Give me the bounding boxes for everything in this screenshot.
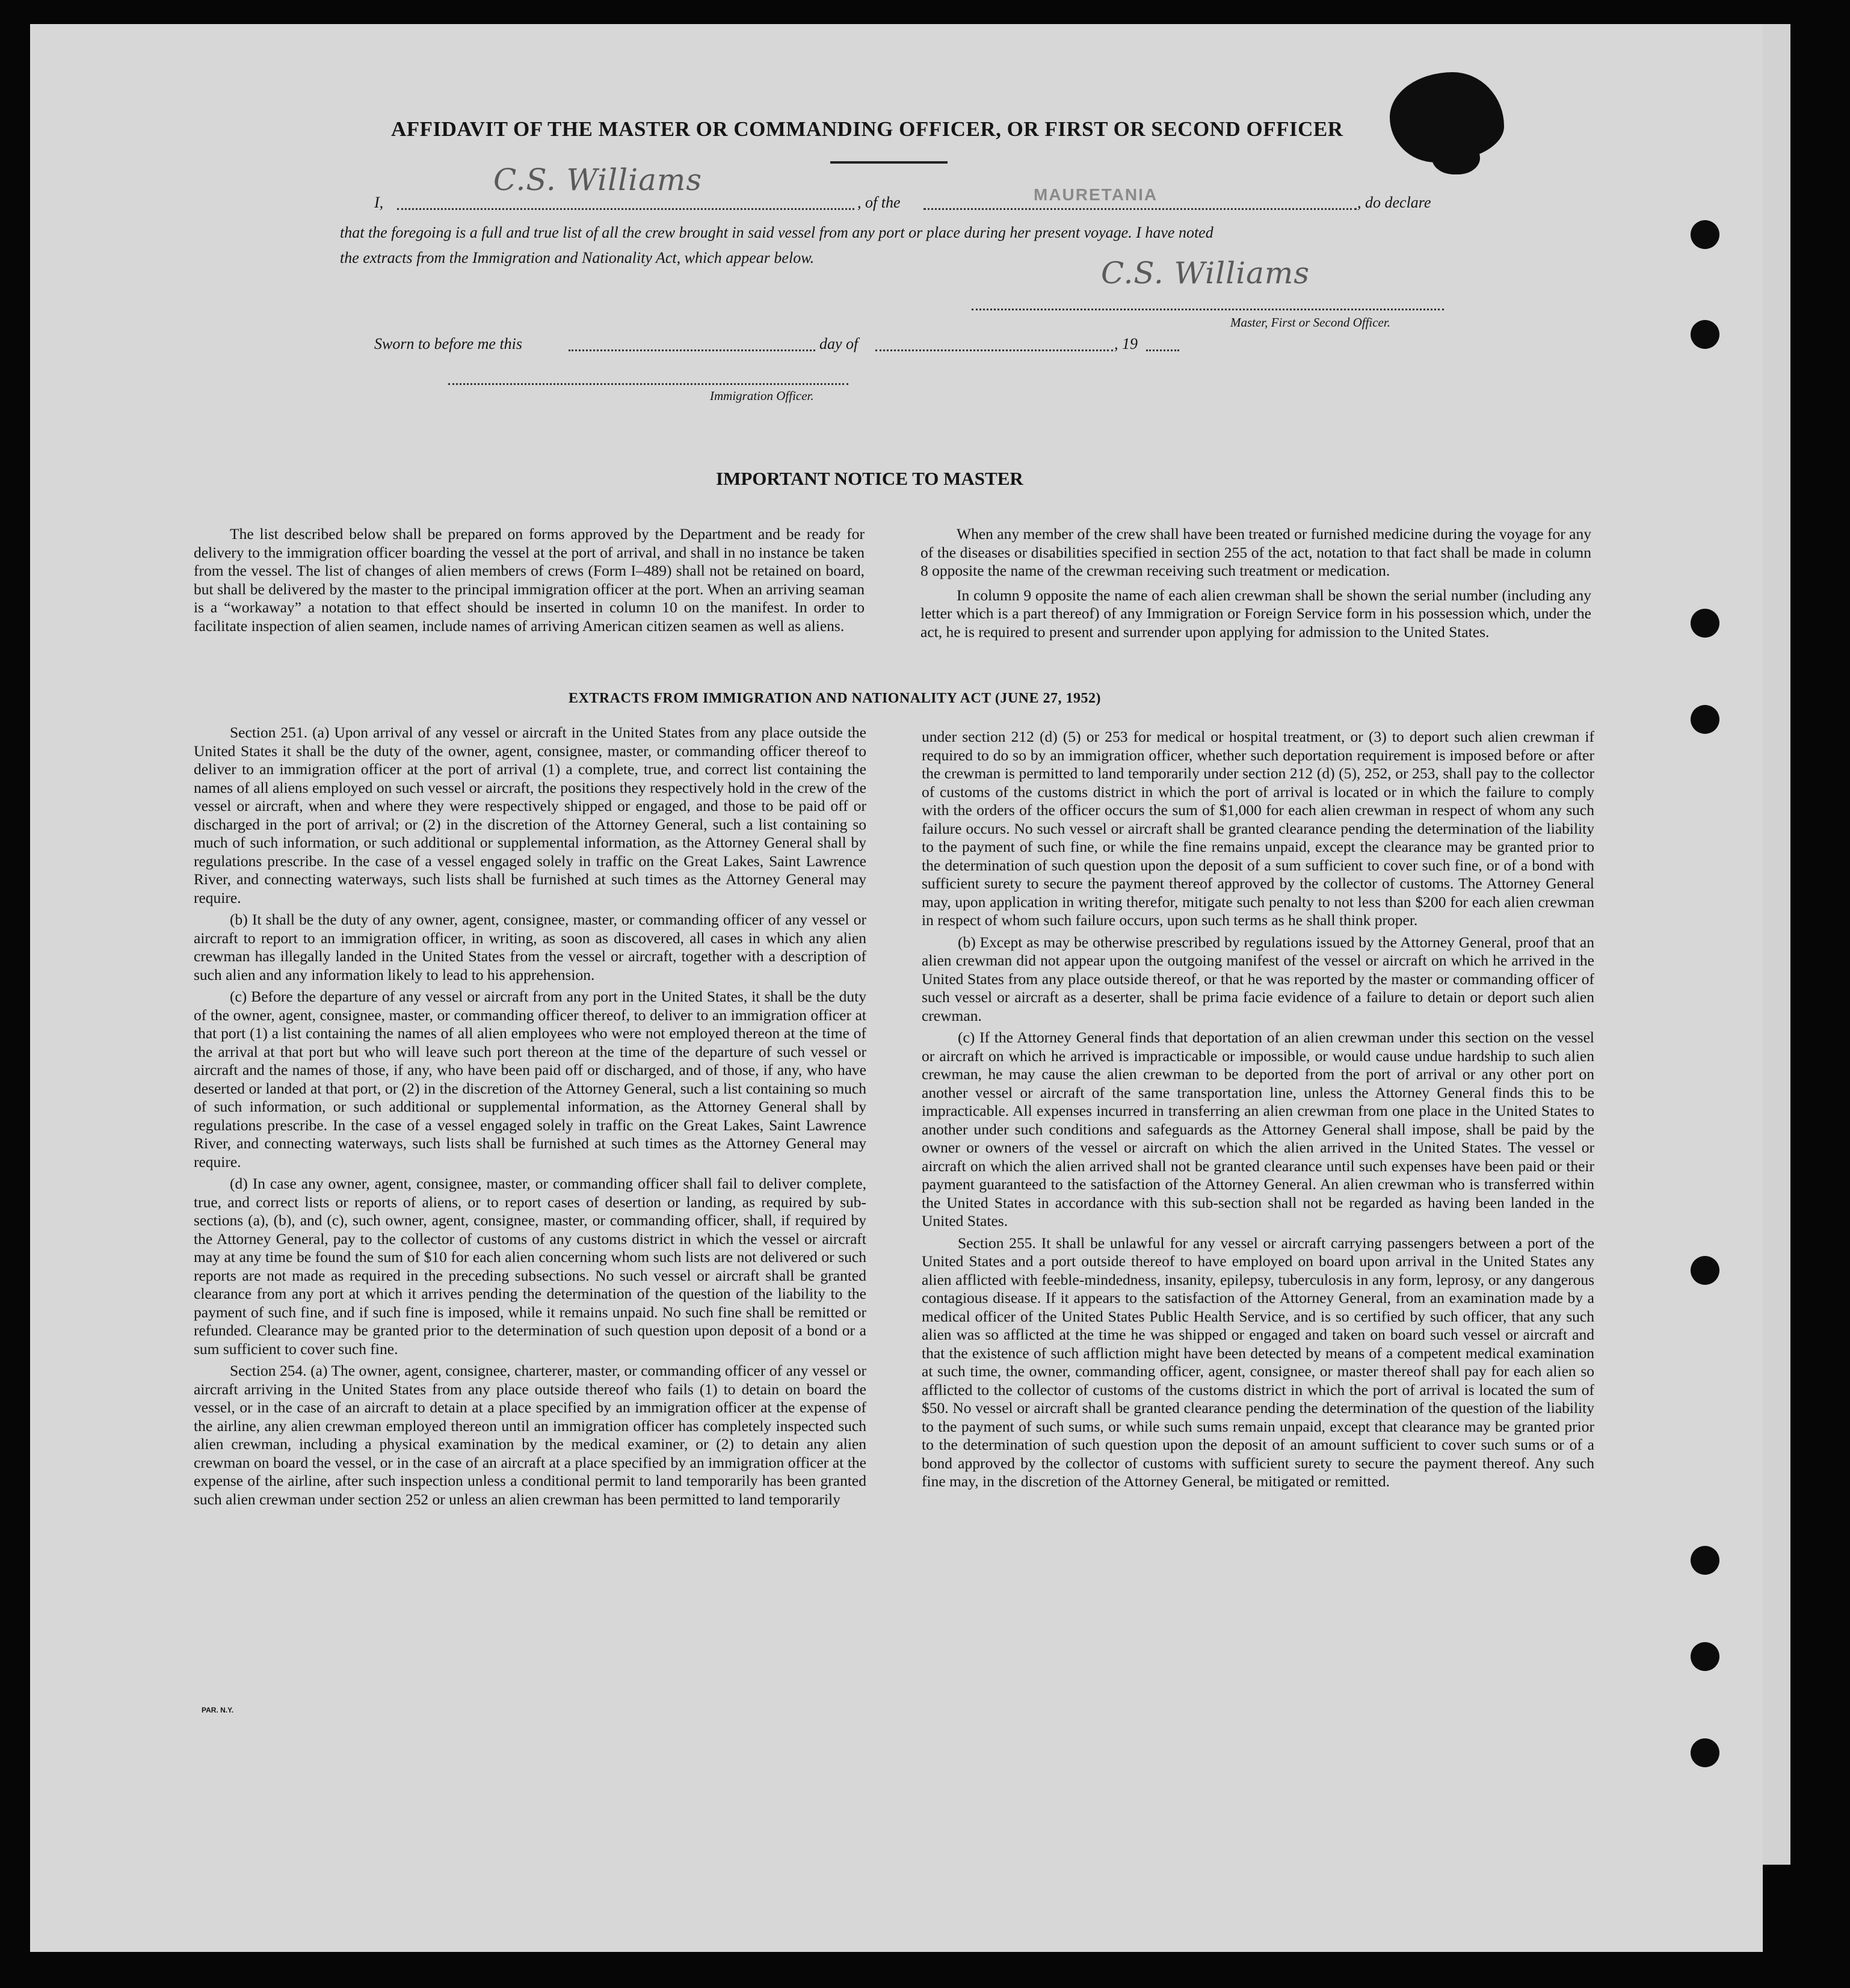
master-signature: C.S. Williams	[1101, 256, 1310, 291]
officer-caption: Immigration Officer.	[710, 389, 814, 403]
binder-hole	[1691, 1642, 1719, 1671]
notice-right-paragraph-2: In column 9 opposite the name of each alien crewman shall be shown the serial number (including any letter which is a part thereof) of any Immigration or Foreign Service form in his possession which, under the act, he is required to present and surrender upon applying for admission to the United States.	[920, 586, 1591, 641]
binder-hole	[1691, 220, 1719, 249]
title-rule	[830, 161, 948, 164]
officer-line	[448, 383, 848, 385]
binder-hole	[1691, 1738, 1719, 1767]
section-254-b: (b) Except as may be otherwise prescribed by regulations issued by the Attorney General, proof that an alien crewman did not appear upon the outgoing manifest of the vessel or aircraft on which he arrived in the United States from any place outside thereof, or that he was reported by the master or commanding officer of such vessel or aircraft as a deserter, shall be prima facie evidence of a failure to detain or deport such alien crewman.	[922, 933, 1594, 1024]
vessel-name: MAURETANIA	[1034, 185, 1158, 204]
page-edge	[1763, 24, 1790, 1865]
section-254-c: (c) If the Attorney General finds that deportation of an alien crewman under this section on the vessel or aircraft on which he arrived is impracticable or impossible, or would cause undue hardship to such alien crewman, he may cause the alien crewman to be deported from the port of arrival or any other port on another vessel or aircraft of the same transportation line, unless the Attorney General finds this to be impracticable. All expenses incurred in transferring an alien crewman from one place in the United States to another under such conditions and safeguards as the Attorney General shall impose, shall be paid by the owner or owners of the vessel or aircraft on which the alien arrived in the United States. The vessel or aircraft on which the alien arrived shall not be granted clearance until such expenses have been paid or their payment guaranteed to the satisfaction of the Attorney General. An alien crewman who is transferred within the United States in accordance with this sub-section shall not be regarded as having been landed in the United States.	[922, 1029, 1594, 1229]
declaration-line-2: the extracts from the Immigration and Nationality Act, which appear below.	[340, 249, 815, 266]
printer-mark: PAR. N.Y.	[202, 1706, 234, 1714]
sworn-year-line	[1146, 349, 1179, 351]
declaration-line-1: that the foregoing is a full and true list of all the crew brought in said vessel from any port or place during her present voyage. I have noted	[340, 224, 1213, 241]
notice-left-column	[194, 525, 865, 639]
section-251-d: (d) In case any owner, agent, consignee, master, or commanding officer shall fail to deliver complete, true, and correct lists or reports of aliens, or to report cases of desertion or landing, as required by sub-sections (a), (b), and (c), such owner, agent, consignee, master, or commanding officer, shall, if required by the Attorney General, pay to the collector of customs of any customs district in which the vessel or aircraft may at any time be found the sum of $10 for each alien concerning whom such lists are not delivered or such reports are not made as required in the preceding subsections. No such vessel or aircraft shall be granted clearance from any port at which it arrives pending the determination of the question of the liability to the payment of such fine, and if such fine is imposed, while it remains unpaid. No such fine shall be remitted or refunded. Clearance may be granted prior to the determination of such question upon deposit of a bond or a sum sufficient to cover such fine.	[194, 1175, 866, 1358]
of-the-label: , of the	[857, 194, 901, 211]
section-251-c: (c) Before the departure of any vessel or aircraft from any port in the United States, it shall be the duty of the owner, agent, consignee, master, or commanding officer thereof, to deliver to an immigration officer at that port (1) a list containing the names of all alien employees who were not employed thereon at the time of the arrival at that port but who will leave such port thereon at the time of the departure of such vessel or aircraft and the names of those, if any, who have been paid off or discharged, and of those, if any, who have deserted or landed at that port, or (2) in the discretion of the Attorney General, such a list containing so much of such information, or such additional or supplemental information, as the Attorney General shall by regulations prescribe. In the case of a vessel engaged solely in traffic on the Great Lakes, Saint Lawrence River, and connecting waterways, such lists shall be furnished at such times as the Attorney General may require.	[194, 988, 866, 1171]
notice-right-paragraph-1: When any member of the crew shall have been treated or furnished medicine during the voyage for any of the diseases or disabilities specified in section 255 of the act, notation to that fact shall be made in column 8 opposite the name of the crewman receiving such treatment or medication.	[920, 525, 1591, 579]
name-line	[397, 208, 854, 210]
binder-hole	[1691, 1256, 1719, 1285]
sworn-day-line	[569, 349, 815, 351]
year-label: , 19	[1114, 335, 1138, 352]
section-251-b: (b) It shall be the duty of any owner, agent, consignee, master, or commanding officer of any vessel or aircraft to report to an immigration officer, in writing, as soon as discovered, all cases in which any alien crewman has illegally landed in the United States from the vessel or aircraft, together with a description of such alien and any information likely to lead to his apprehension.	[194, 911, 866, 983]
affidavit-title: AFFIDAVIT OF THE MASTER OR COMMANDING OFFICER, OR FIRST OR SECOND OFFICER	[391, 117, 1343, 141]
extracts-title: EXTRACTS FROM IMMIGRATION AND NATIONALITY ACT (JUNE 27, 1952)	[569, 691, 1101, 706]
section-255: Section 255. It shall be unlawful for any vessel or aircraft carrying passengers between a port of the United States and a port outside thereof to have employed on board upon arrival in the United States any alien afflicted with feeble-mindedness, insanity, epilepsy, tuberculosis in any form, leprosy, or any dangerous contagious disease. If it appears to the satisfaction of the Attorney General, from an examination made by a medical officer of the United States Public Health Service, and is so certified by such officer, that any such alien was so afflicted at the time he was shipped or engaged and taken on board such vessel or aircraft and that the existence of such affliction might have been detected by means of a competent medical examination at such time, the owner, commanding officer, agent, consignee, or master thereof shall pay for each alien so afflicted to the collector of customs of the customs district in which the port of arrival is located the sum of $50. No vessel or aircraft shall be granted clearance pending the determination of the question of the liability to the payment of such sums, or while such sums remain unpaid, except that clearance may be granted prior to the determination of such question upon the deposit of an amount sufficient to cover such sums or of a bond approved by the collector of customs with sufficient surety to secure the payment thereof. Any such fine may, in the discretion of the Attorney General, be mitigated or remitted.	[922, 1234, 1594, 1490]
notice-title: IMPORTANT NOTICE TO MASTER	[716, 468, 1023, 489]
section-254-a-continued: under section 212 (d) (5) or 253 for medical or hospital treatment, or (3) to deport such alien crewman if required to do so by an immigration officer, whether such deportation requirement is imposed before or after the crewman is permitted to land temporarily under section 212 (d) (5), 252, or 253, shall pay to the collector of customs of the customs district in which the port of arrival is located or in which the failure to comply with the orders of the officer occurs the sum of $1,000 for each alien crewman in respect of whom any such failure occurs. No such vessel or aircraft shall be granted clearance pending the determination of the liability to the payment of such fine, or while the fine remains unpaid, except the clearance may be granted prior to the determination of such question upon the deposit of a sum sufficient to cover such fine, or of a bond with sufficient surety to secure the payment thereof approved by the collector of customs. The Attorney General may, upon application in writing therefor, mitigate such penalty to not less than $200 for each alien crewman in respect of whom such failure occurs, upon such terms as he shall think proper.	[922, 728, 1594, 929]
section-251-a: Section 251. (a) Upon arrival of any vessel or aircraft in the United States from any place outside the United States it shall be the duty of the owner, agent, consignee, master, or commanding officer thereof to deliver to an immigration officer at the port of arrival (1) a complete, true, and correct list containing the names of all aliens employed on such vessel or aircraft, the positions they respectively hold in the crew of the vessel or aircraft, when and where they were respectively shipped or engaged, and those to be paid off or discharged in the port of arrival; or (2) in the discretion of the Attorney General, such a list containing so much of such information, or such additional or supplemental information, as the Attorney General shall by regulations prescribe. In the case of a vessel engaged solely in traffic on the Great Lakes, Saint Lawrence River, and connecting waterways, such lists shall be furnished at such times as the Attorney General may require.	[194, 724, 866, 906]
extracts-left-column	[194, 724, 866, 1512]
binder-hole	[1691, 609, 1719, 638]
i-label: I,	[374, 194, 384, 211]
sworn-month-line	[875, 349, 1113, 351]
notice-left-paragraph: The list described below shall be prepared on forms approved by the Department and be ready for delivery to the immigration officer boarding the vessel at the port of arrival, and shall in no instance be taken from the vessel. The list of changes of alien members of crews (Form I–489) shall not be retained on board, but shall be delivered by the master to the principal immigration officer at the port. When an arriving seaman is a “workaway” a notation to that effect should be inserted in column 10 on the manifest. In order to facilitate inspection of alien seamen, include names of arriving American citizen seamen as well as aliens.	[194, 525, 865, 635]
notice-right-column	[920, 525, 1591, 645]
section-254-a: Section 254. (a) The owner, agent, consignee, charterer, master, or commanding officer of any vessel or aircraft arriving in the United States from any place outside thereof who fails (1) to detain on board the vessel, or in the case of an aircraft to detain at a place specified by an immigration officer at the expense of the airline, any alien crewman employed thereon until an immigration officer has completely inspected such alien crewman, including a physical examination by the medical examiner, or (2) to detain any alien crewman on board the vessel, or in the case of an aircraft at a place specified by an immigration officer at the expense of the airline, after such inspection unless a conditional permit to land temporarily has been granted such alien crewman under section 252 or unless an alien crewman has been permitted to land temporarily	[194, 1362, 866, 1508]
vessel-line	[923, 208, 1357, 210]
day-of-label: day of	[819, 335, 859, 352]
extracts-right-column	[922, 728, 1594, 1495]
binder-hole	[1691, 1546, 1719, 1575]
binder-hole	[1691, 705, 1719, 734]
binder-hole	[1691, 320, 1719, 349]
signature-caption: Master, First or Second Officer.	[1230, 315, 1390, 330]
signer-name: C.S. Williams	[493, 162, 702, 197]
sworn-label: Sworn to before me this	[374, 335, 523, 352]
signature-line	[972, 309, 1444, 310]
do-declare-label: , do declare	[1357, 194, 1431, 211]
